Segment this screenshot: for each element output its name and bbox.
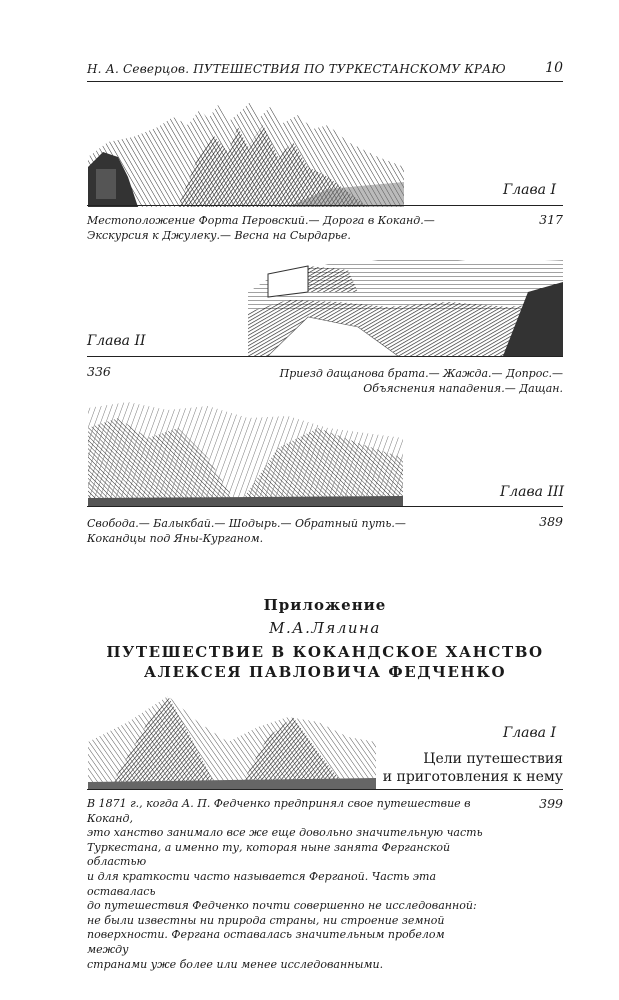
chapter-3-rule <box>87 506 563 507</box>
illustration-mountains-3 <box>88 692 376 790</box>
illustration-fortress <box>248 252 563 356</box>
appendix-title-line-1: ПУТЕШЕСТВИЕ В КОКАНДСКОЕ ХАНСТВО <box>106 643 544 661</box>
page-number: 10 <box>545 60 563 76</box>
appendix-title-line-2: АЛЕКСЕЯ ПАВЛОВИЧА ФЕДЧЕНКО <box>143 663 507 681</box>
appendix-body-text <box>87 797 487 972</box>
chapter-2-line-1: Приезд дащанова брата.— Жажда.— Допрос.— <box>279 367 563 380</box>
chapter-3-line-2: Кокандцы под Яны-Курганом. <box>87 532 264 545</box>
appendix-chapter-title <box>383 750 563 786</box>
running-title: Н. А. Северцов. ПУТЕШЕСТВИЯ ПО ТУРКЕСТАНСКОМУ КРАЮ <box>87 62 506 76</box>
chapter-3-page: 389 <box>539 514 563 529</box>
chapter-1-label: Глава I <box>503 182 557 198</box>
chapter-2-line-2: Объяснения нападения.— Дащан. <box>363 382 563 395</box>
header-rule <box>87 81 563 82</box>
appendix-heading: Приложение <box>263 596 387 614</box>
chapter-3-line-1: Свобода.— Балыкбай.— Шодырь.— Обратный путь.— <box>87 517 406 530</box>
appendix-chapter-title-line-1: Цели путешествия <box>423 751 563 767</box>
body-line-3: Туркестана, а именно ту, которая ныне занята Ферганской областью <box>87 840 451 869</box>
illustration-mountains-2 <box>88 398 403 506</box>
chapter-2-page: 336 <box>87 364 111 379</box>
chapter-1-line-2: Экскурсия к Джулеку.— Весна на Сырдарье. <box>87 229 351 242</box>
appendix-chapter-title-line-2: и приготовления к нему <box>382 769 563 785</box>
body-line-8: странами уже более или менее исследованными. <box>87 957 384 971</box>
body-line-6: не были известны ни природа страны, ни строение земной <box>87 913 445 927</box>
chapter-2-description <box>163 366 563 396</box>
chapter-1-rule <box>87 205 563 206</box>
appendix-chapter-rule <box>87 789 563 790</box>
chapter-1-page: 317 <box>539 212 563 227</box>
chapter-2-label: Глава II <box>87 333 146 349</box>
body-line-5: до путешествия Федченко почти совершенно не исследованной: <box>87 899 477 913</box>
running-header <box>87 58 563 82</box>
body-line-4: и для краткости часто называется Ферганой. Часть эта оставалась <box>87 869 437 898</box>
chapter-3-description <box>87 516 487 546</box>
chapter-3-label: Глава III <box>500 484 565 500</box>
chapter-1-description <box>87 213 487 243</box>
body-line-7: поверхности. Фергана оставалась значительным пробелом между <box>87 928 445 956</box>
appendix-chapter-label: Глава I <box>503 725 557 741</box>
chapter-1-line-1: Местоположение Форта Перовский.— Дорога в Коканд.— <box>87 214 435 227</box>
body-line-1: В 1871 г., когда А. П. Федченко предпринял свое путешествие в Коканд, <box>87 797 471 825</box>
illustration-mountains-1 <box>88 97 404 207</box>
body-line-2: это ханство занимало все же еще довольно значительную часть <box>87 826 483 840</box>
chapter-2-rule <box>87 356 563 357</box>
appendix-chapter-page: 399 <box>539 796 563 811</box>
appendix-title <box>87 642 563 682</box>
appendix-author: М.А.Лялина <box>269 619 381 637</box>
